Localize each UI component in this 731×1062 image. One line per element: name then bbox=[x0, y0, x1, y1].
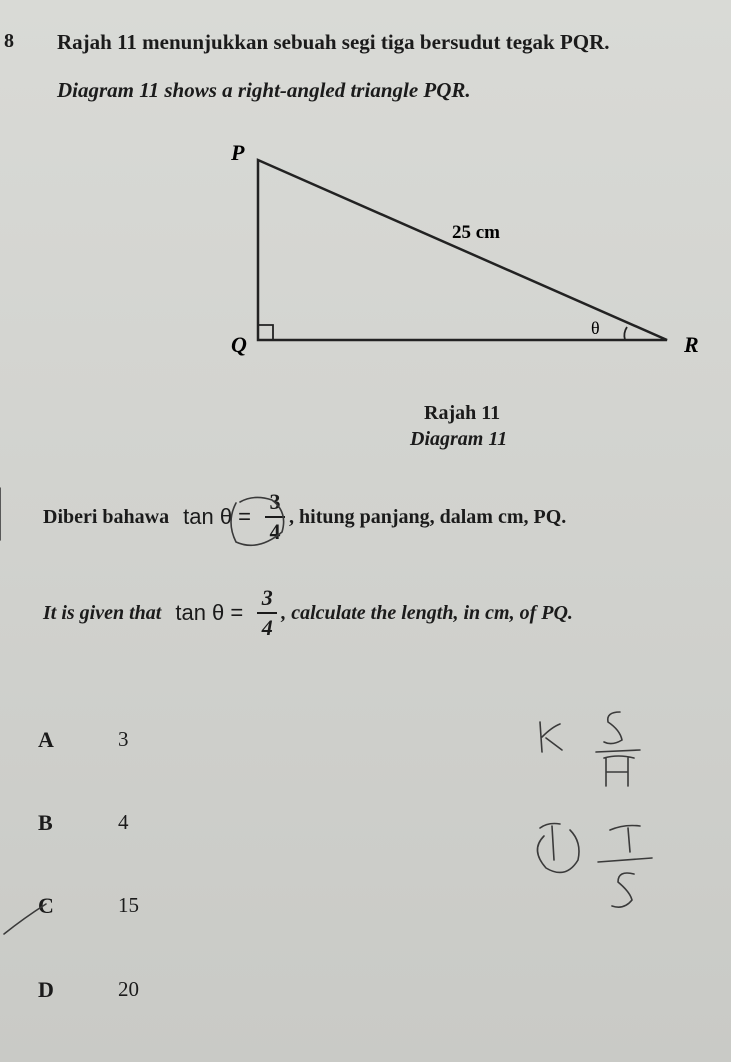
option-b-letter[interactable]: B bbox=[38, 810, 53, 835]
fraction-denominator: 4 bbox=[269, 519, 281, 544]
triangle-pqr bbox=[258, 160, 667, 340]
question-intro-malay: Rajah 11 menunjukkan sebuah segi tiga bersudut tegak PQR. bbox=[57, 30, 610, 54]
given-prefix-english: It is given that bbox=[43, 601, 162, 624]
option-a-value[interactable]: 3 bbox=[118, 727, 129, 751]
hypotenuse-length-label: 25 cm bbox=[452, 222, 501, 243]
angle-arc bbox=[624, 327, 627, 340]
given-suffix-english: , calculate the length, in cm, of PQ. bbox=[281, 601, 573, 624]
given-suffix-malay: , hitung panjang, dalam cm, PQ. bbox=[289, 505, 567, 528]
tan-theta-expression: tan θ = bbox=[175, 600, 244, 625]
angle-theta-label: θ bbox=[591, 318, 600, 338]
fraction-three-quarters bbox=[265, 490, 285, 544]
option-a-letter[interactable]: A bbox=[38, 727, 54, 752]
vertex-p-label: P bbox=[231, 140, 245, 165]
fraction-three-quarters bbox=[257, 586, 277, 640]
given-prefix-malay: Diberi bahawa bbox=[43, 505, 170, 528]
diagram-caption-english: Diagram 11 bbox=[410, 428, 508, 450]
fraction-bar bbox=[257, 612, 277, 614]
vertex-r-label: R bbox=[684, 332, 699, 357]
fraction-denominator: 4 bbox=[261, 615, 273, 640]
option-b-value[interactable]: 4 bbox=[118, 810, 129, 834]
given-statement-malay bbox=[43, 490, 566, 544]
option-c-letter[interactable]: C bbox=[38, 893, 54, 918]
fraction-numerator: 3 bbox=[269, 489, 281, 514]
option-c-value[interactable]: 15 bbox=[118, 893, 139, 917]
right-angle-marker bbox=[258, 325, 273, 340]
diagram-caption-malay: Rajah 11 bbox=[424, 402, 501, 424]
question-number: 8 bbox=[4, 30, 14, 52]
given-statement-english bbox=[43, 586, 573, 640]
fraction-bar bbox=[265, 516, 285, 518]
vertex-q-label: Q bbox=[231, 332, 247, 357]
question-intro-english: Diagram 11 shows a right-angled triangle PQR. bbox=[57, 78, 471, 102]
option-d-letter[interactable]: D bbox=[38, 977, 54, 1002]
tan-theta-expression: tan θ = bbox=[183, 504, 252, 529]
fraction-numerator: 3 bbox=[261, 585, 273, 610]
option-d-value[interactable]: 20 bbox=[118, 977, 139, 1001]
